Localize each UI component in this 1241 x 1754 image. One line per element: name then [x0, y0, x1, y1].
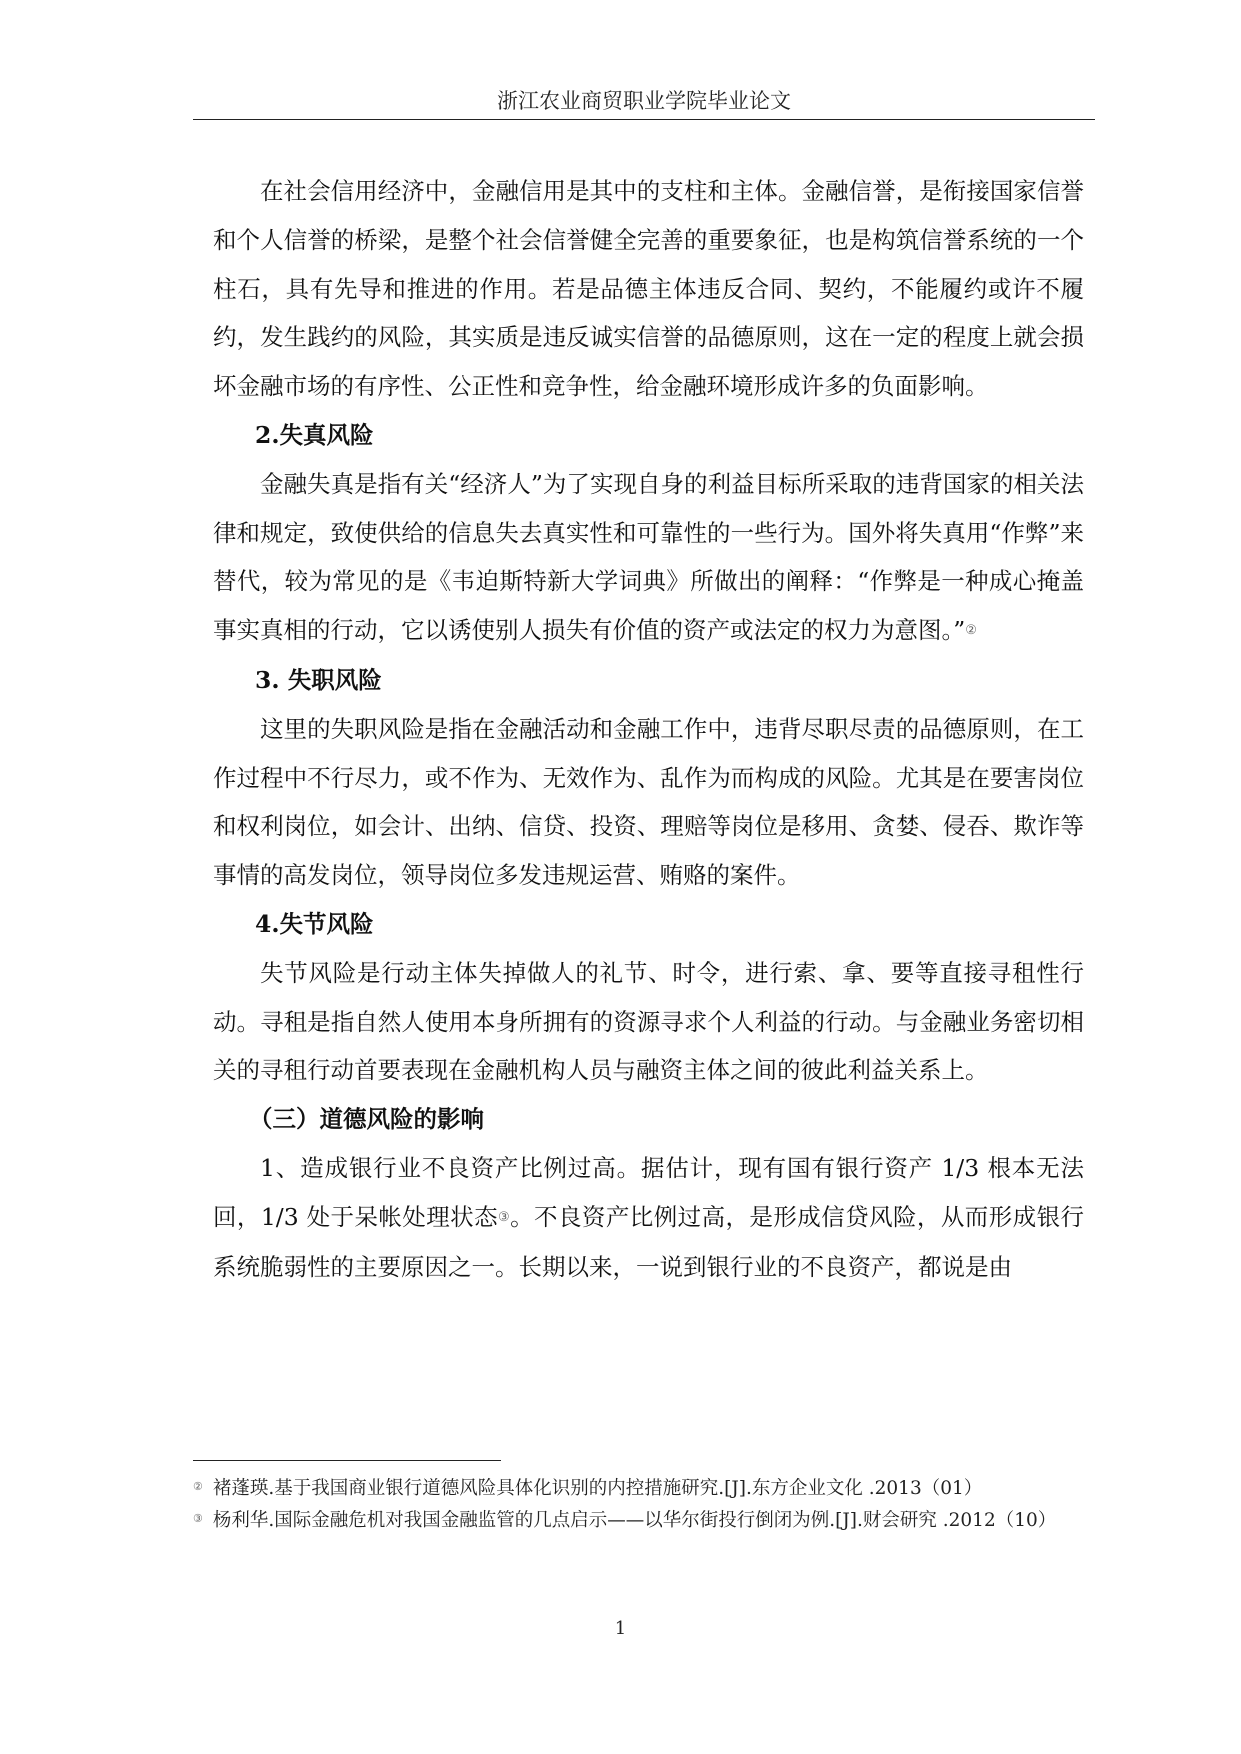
footnote-text: 杨利华.国际金融危机对我国金融监管的几点启示——以华尔街投行倒闭为例.[J].财会研究 .2012（10）	[212, 1510, 1057, 1531]
paragraph-distortion-risk	[213, 460, 1084, 656]
section-heading-moral-risk-impact: （三）道德风险的影响	[249, 1105, 484, 1134]
page-number: 1	[614, 1618, 627, 1639]
paragraph-integrity-risk: 失节风险是行动主体失掉做人的礼节、时令，进行索、拿、要等直接寻租性行动。寻租是指自然人使用本身所拥有的资源寻求个人利益的行动。与金融业务密切相关的寻租行动首要表现在金融机构人员与融资主体之间的彼此利益关系上。	[213, 958, 1084, 1085]
heading-dereliction-risk: 3. 失职风险	[255, 665, 382, 694]
footnote-divider	[193, 1460, 501, 1461]
heading-distortion-risk: 2.失真风险	[255, 420, 374, 449]
paragraph-distortion-risk-text: 金融失真是指有关“经济人”为了实现自身的利益目标所采取的违背国家的相关法律和规定，致使供给的信息失去真实性和可靠性的一些行为。国外将失真用“作弊”来替代，较为常见的是《韦迫斯特新大学词典》所做出的阐释：“作弊是一种成心掩盖事实真相的行动，它以诱使别人损失有价值的资产或法定的权力为意图。”	[213, 469, 1084, 645]
footnote-item	[193, 1506, 1083, 1534]
footnote-mark: ②	[193, 1480, 203, 1493]
footnote-ref-2[interactable]: ②	[965, 623, 977, 639]
paragraph-bad-assets	[213, 1144, 1084, 1291]
page-header	[193, 88, 1095, 120]
paragraph-dereliction-risk: 这里的失职风险是指在金融活动和金融工作中，违背尽职尽责的品德原则，在工作过程中不行尽力，或不作为、无效作为、乱作为而构成的风险。尤其是在要害岗位和权利岗位，如会计、出纳、信贷、投资、理赔等岗位是移用、贪婪、侵吞、欺诈等事情的高发岗位，领导岗位多发违规运营、贿赂的案件。	[213, 714, 1084, 890]
paragraph-bad-assets-text-2: 。不良资产比例过高，是形成信贷风险，从而形成银行系统脆弱性的主要原因之一。长期以来，一说到银行业的不良资产，都说是由	[213, 1202, 1085, 1281]
intro-paragraph: 在社会信用经济中，金融信用是其中的支柱和主体。金融信誉，是衔接国家信誉和个人信誉的桥梁，是整个社会信誉健全完善的重要象征，也是构筑信誉系统的一个柱石，具有先导和推进的作用。若是品德主体违反合同、契约，不能履约或许不履约，发生践约的风险，其实质是违反诚实信誉的品德原则，这在一定的程度上就会损坏金融市场的有序性、公正性和竞争性，给金融环境形成许多的负面影响。	[213, 177, 1084, 401]
heading-integrity-risk: 4.失节风险	[255, 909, 374, 938]
footnotes	[193, 1474, 1083, 1538]
footnote-item	[193, 1474, 1083, 1502]
document-body	[213, 167, 1084, 1291]
paragraph-bad-assets-text-1: 1、造成银行业不良资产比例过高。据估计，现有国有银行资产 1/3 根本无法回，1/3 处于呆帐处理状态	[213, 1153, 1084, 1231]
footnote-text: 褚蓬瑛.基于我国商业银行道德风险具体化识别的内控措施研究.[J].东方企业文化 .2013（01）	[212, 1478, 983, 1499]
footnote-ref-3[interactable]: ③	[498, 1209, 511, 1225]
header-title: 浙江农业商贸职业学院毕业论文	[497, 89, 791, 113]
footnote-mark: ③	[193, 1512, 203, 1525]
